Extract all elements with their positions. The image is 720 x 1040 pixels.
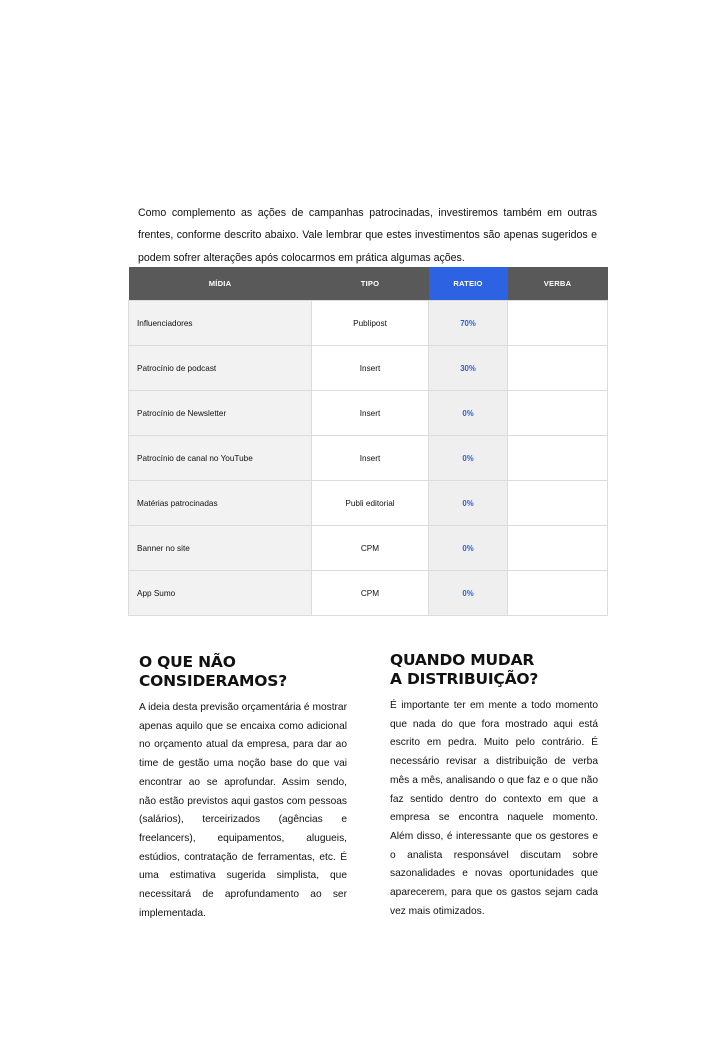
cell-rateio: 0% (429, 571, 508, 616)
section-what-not-considered (139, 653, 347, 923)
table-row (129, 571, 608, 616)
cell-verba (508, 301, 608, 346)
cell-tipo: Publipost (312, 301, 429, 346)
cell-rateio: 0% (429, 391, 508, 436)
cell-rateio: 0% (429, 526, 508, 571)
cell-midia: Influenciadores (129, 301, 312, 346)
section-body: É importante ter em mente a todo momento que nada do que fora mostrado aqui está escrito em pedra. Muito pelo contrário. É necessário revisar a distribuição de verba mês a mês, analisando o que faz e o que não faz sentido dentro do contexto em que a empresa se encontra naquele momento. Além disso, é interessante que os gestores e o analista responsável discutam sobre sazonalidades e novas oportunidades que aparecerem, para que os gastos sejam cada vez mais otimizados. (390, 700, 598, 917)
cell-tipo: CPM (312, 526, 429, 571)
section-title (139, 653, 347, 691)
cell-midia: App Sumo (129, 571, 312, 616)
header-tipo: TIPO (312, 267, 429, 301)
table-row (129, 481, 608, 526)
intro-paragraph: Como complemento as ações de campanhas patrocinadas, investiremos também em outras frentes, conforme descrito abaixo. Vale lembrar que estes investimentos são apenas sugeridos e podem sofrer alterações após colocarmos em prática algumas ações. (138, 206, 597, 264)
table-row (129, 436, 608, 481)
table-row (129, 391, 608, 436)
title-line-2: A DISTRIBUIÇÃO? (390, 670, 539, 688)
section-body: A ideia desta previsão orçamentária é mostrar apenas aquilo que se encaixa como adicional no orçamento atual da empresa, para dar ao time de gestão uma noção base do que vai encontrar ao se aprofundar. Assim sendo, não estão previstos aqui gastos com pessoas (salários), terceirizados (agências e freelancers), equipamentos, alugueis, estúdios, contratação de ferramentas, etc. É uma estimativa sugerida simplista, que necessitará de aprofundamento ao ser implementada. (139, 702, 347, 919)
cell-verba (508, 436, 608, 481)
table-row (129, 301, 608, 346)
cell-verba (508, 391, 608, 436)
table-row (129, 526, 608, 571)
cell-rateio: 30% (429, 346, 508, 391)
cell-midia: Patrocínio de Newsletter (129, 391, 312, 436)
cell-verba (508, 526, 608, 571)
cell-verba (508, 346, 608, 391)
header-rateio: RATEIO (429, 267, 508, 301)
cell-verba (508, 571, 608, 616)
cell-midia: Patrocínio de canal no YouTube (129, 436, 312, 481)
cell-rateio: 0% (429, 481, 508, 526)
cell-rateio: 0% (429, 436, 508, 481)
cell-midia: Patrocínio de podcast (129, 346, 312, 391)
title-line-1: O QUE NÃO (139, 653, 236, 671)
section-when-change-distribution (390, 651, 598, 921)
cell-tipo: CPM (312, 571, 429, 616)
cell-tipo: Insert (312, 346, 429, 391)
header-verba: VERBA (508, 267, 608, 301)
title-line-1: QUANDO MUDAR (390, 651, 535, 669)
section-title (390, 651, 598, 689)
media-budget-table (128, 267, 608, 616)
title-line-2: CONSIDERAMOS? (139, 672, 287, 690)
cell-tipo: Publi editorial (312, 481, 429, 526)
cell-tipo: Insert (312, 391, 429, 436)
cell-tipo: Insert (312, 436, 429, 481)
cell-midia: Banner no site (129, 526, 312, 571)
table-row (129, 346, 608, 391)
cell-rateio: 70% (429, 301, 508, 346)
cell-midia: Matérias patrocinadas (129, 481, 312, 526)
cell-verba (508, 481, 608, 526)
table-header-row (129, 267, 608, 301)
header-midia: MÍDIA (129, 267, 312, 301)
